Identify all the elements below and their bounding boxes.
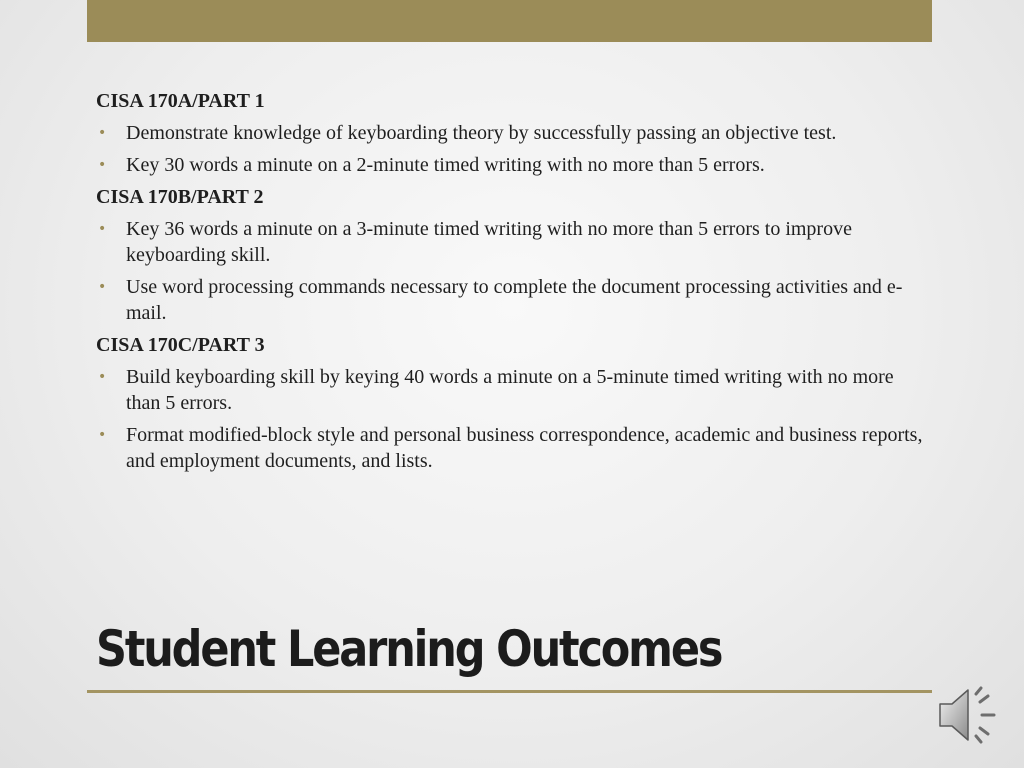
outcomes-content <box>96 88 926 480</box>
bullet-text: Format modified-block style and personal business correspondence, academic and business reports, and employment documents, and lists. <box>126 424 923 472</box>
bullet-text: Build keyboarding skill by keying 40 words a minute on a 5-minute timed writing with no more than 5 errors. <box>126 366 894 414</box>
section-heading-part-3: CISA 170C/PART 3 <box>96 334 265 356</box>
top-accent-bar <box>87 0 932 42</box>
slide-title: Student Learning Outcomes <box>96 620 722 678</box>
bullet-item <box>96 364 926 416</box>
section-heading-part-2: CISA 170B/PART 2 <box>96 186 264 208</box>
bullet-text: Key 36 words a minute on a 3-minute timed writing with no more than 5 errors to improve keyboarding skill. <box>126 218 852 266</box>
bullet-glyph: • <box>98 221 107 237</box>
bullet-item <box>96 274 926 326</box>
bullet-glyph: • <box>98 369 107 385</box>
bullet-glyph: • <box>98 125 107 141</box>
bullet-item <box>96 120 926 146</box>
speaker-icon[interactable] <box>934 682 1006 748</box>
bullet-item <box>96 422 926 474</box>
bullet-glyph: • <box>98 427 107 443</box>
bullet-text: Key 30 words a minute on a 2-minute timed writing with no more than 5 errors. <box>126 154 765 176</box>
title-underline <box>87 690 932 693</box>
bullet-item <box>96 152 926 178</box>
bullet-glyph: • <box>98 279 107 295</box>
section-heading-part-1: CISA 170A/PART 1 <box>96 90 265 112</box>
bullet-glyph: • <box>98 157 107 173</box>
bullet-text: Demonstrate knowledge of keyboarding theory by successfully passing an objective test. <box>126 122 837 144</box>
bullet-item <box>96 216 926 268</box>
bullet-text: Use word processing commands necessary to complete the document processing activities and e-mail. <box>126 276 903 324</box>
